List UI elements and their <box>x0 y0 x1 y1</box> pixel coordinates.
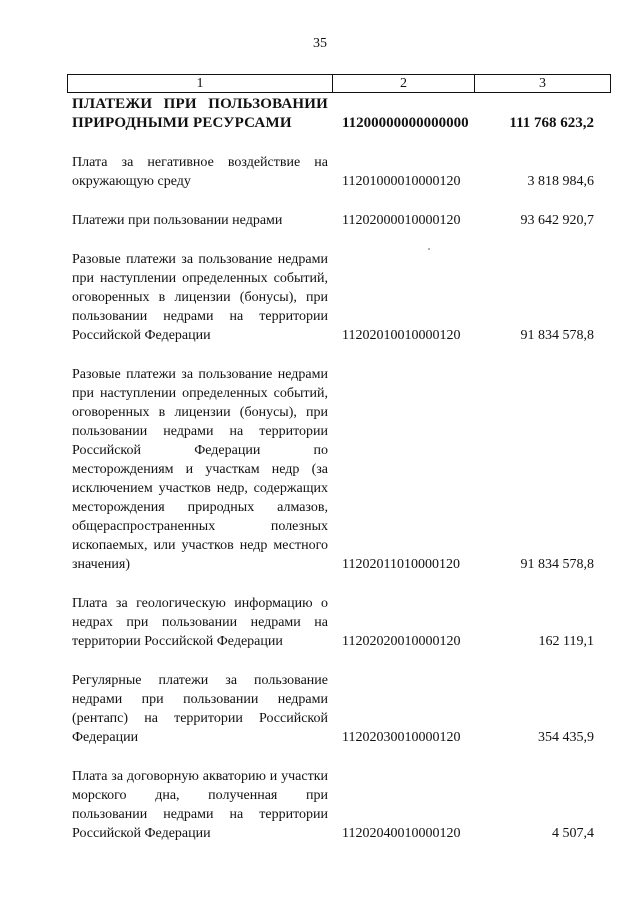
row-code: 11202040010000120 <box>342 826 461 841</box>
table-row <box>72 671 594 747</box>
row-amount: 91 834 578,8 <box>520 557 594 572</box>
row-code: 11200000000000000 <box>342 115 469 131</box>
row-code: 11201000010000120 <box>342 174 461 189</box>
row-name: Разовые платежи за пользование недрами при наступлении определенных событий, оговоренных в лицензии (бонусы), при пользовании недрами на территории Российской Федерации <box>72 252 328 343</box>
column-header-3: 3 <box>539 76 546 91</box>
table-row <box>72 250 594 345</box>
table-body <box>72 95 594 863</box>
table-row <box>72 365 594 574</box>
row-amount: 354 435,9 <box>538 730 594 745</box>
row-code: 11202010010000120 <box>342 328 461 343</box>
row-name: Платежи при пользовании недрами <box>72 213 283 228</box>
row-name: Плата за геологическую информацию о недрах при пользовании недрами на территории Российской Федерации <box>72 596 328 649</box>
page-number: 35 <box>313 36 327 51</box>
column-header-2: 2 <box>333 75 475 92</box>
row-name: Плата за договорную акваторию и участки морского дна, полученная при пользовании недрами на территории Российской Федерации <box>72 769 328 841</box>
row-amount: 3 818 984,6 <box>527 174 594 189</box>
row-name: Разовые платежи за пользование недрами при наступлении определенных событий, оговоренных в лицензии (бонусы), при пользовании недрами на территории Российской Федерации по месторождениям и участкам недр (за исключением участков недр, содержащих месторождения природных алмазов, общераспространенных полезных ископаемых, или участков недр местного значения) <box>72 367 328 572</box>
row-amount: 93 642 920,7 <box>520 213 594 228</box>
row-amount: 4 507,4 <box>552 826 594 841</box>
row-name: Плата за негативное воздействие на окружающую среду <box>72 155 328 189</box>
column-header-1: 1 <box>68 75 333 92</box>
row-name: Регулярные платежи за пользование недрами при пользовании недрами (рентапс) на территории Российской Федерации <box>72 673 328 745</box>
row-code: 11202020010000120 <box>342 634 461 649</box>
table-row <box>72 153 594 191</box>
row-amount: 91 834 578,8 <box>520 328 594 343</box>
row-name: ПЛАТЕЖИ ПРИ ПОЛЬЗОВАНИИ ПРИРОДНЫМИ РЕСУРСАМИ <box>72 96 328 131</box>
row-amount: 111 768 623,2 <box>509 115 594 131</box>
row-code: 11202030010000120 <box>342 730 461 745</box>
table-row <box>72 594 594 651</box>
row-amount: 162 119,1 <box>538 634 594 649</box>
table-row <box>72 211 594 230</box>
row-code: 11202000010000120 <box>342 213 461 228</box>
row-code: 11202011010000120 <box>342 557 460 572</box>
table-header <box>67 74 611 93</box>
table-row <box>72 767 594 843</box>
table-row <box>72 95 594 133</box>
